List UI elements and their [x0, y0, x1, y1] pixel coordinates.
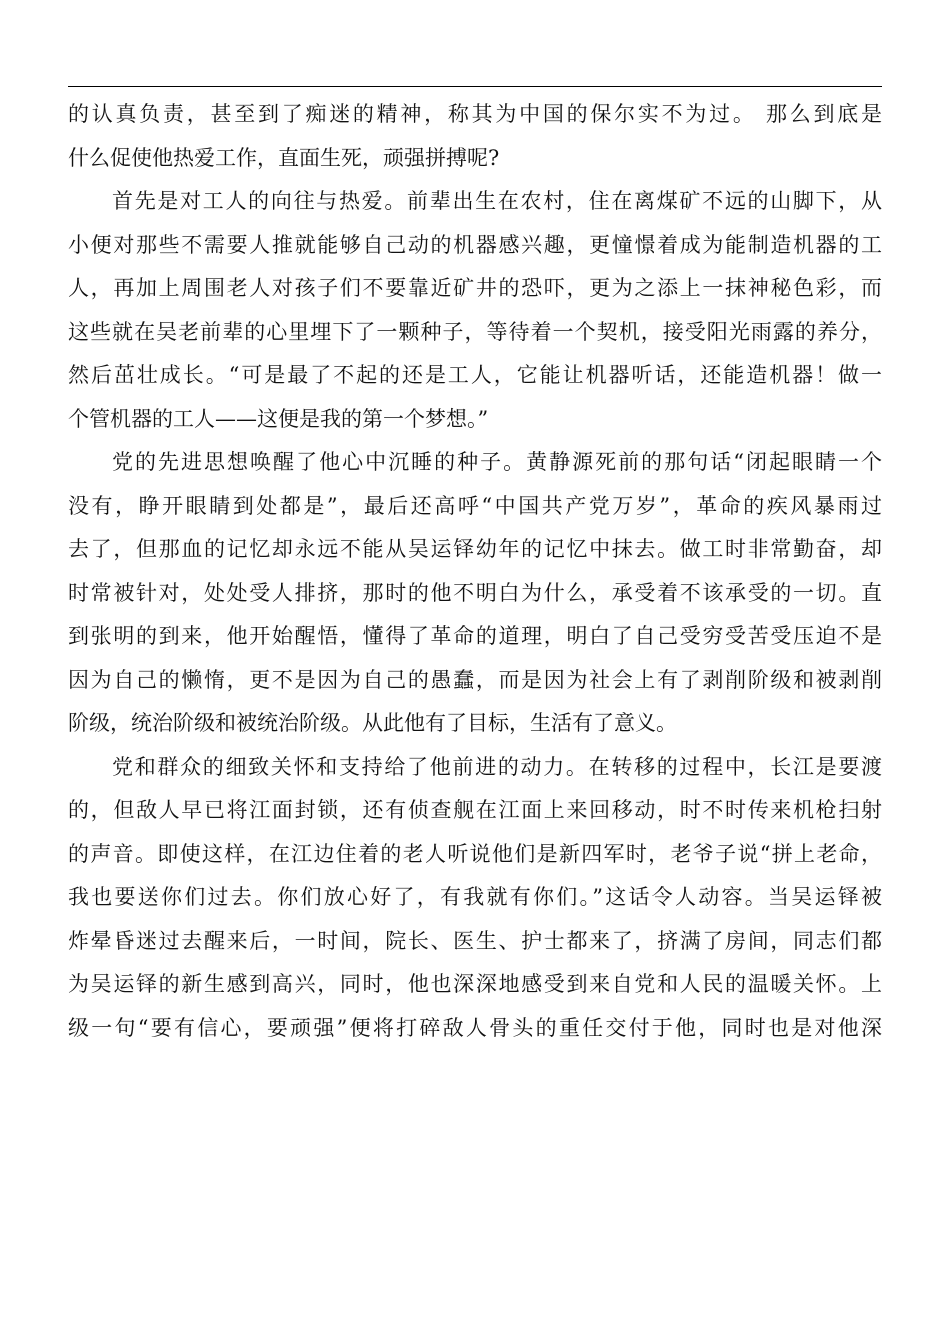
text-line: 的认真负责，甚至到了痴迷的精神，称其为中国的保尔实不为过。 那么到底是 [68, 102, 882, 126]
text-line: 为吴运铎的新生感到高兴，同时，他也深深地感受到来自党和人民的温暖关怀。上 [68, 972, 882, 996]
header-rule [68, 86, 882, 87]
text-line: 去了，但那血的记忆却永远不能从吴运铎幼年的记忆中抹去。做工时非常勤奋，却 [68, 537, 882, 561]
text-line: 阶级，统治阶级和被统治阶级。从此他有了目标，生活有了意义。 [68, 711, 677, 735]
text-line: 然后茁壮成长。“可是最了不起的还是工人，它能让机器听话，还能造机器！做一 [68, 363, 882, 387]
text-line: 人，再加上周围老人对孩子们不要靠近矿井的恐吓，更为之添上一抹神秘色彩，而 [68, 276, 882, 300]
text-line: 这些就在吴老前辈的心里埋下了一颗种子，等待着一个契机，接受阳光雨露的养分， [68, 319, 882, 344]
text-line: 个管机器的工人——这便是我的第一个梦想。” [68, 406, 489, 431]
text-line: 级一句“要有信心，要顽强”便将打碎敌人骨头的重任交付于他，同时也是对他深 [68, 1015, 882, 1040]
body-text [68, 93, 882, 1050]
paragraph-first-line: 党和群众的细致关怀和支持给了他前进的动力。在转移的过程中，长江是要渡 [112, 754, 882, 779]
text-line: 炸晕昏迷过去醒来后，一时间，院长、医生、护士都来了，挤满了房间，同志们都 [68, 928, 882, 953]
text-line: 到张明的到来，他开始醒悟，懂得了革命的道理，明白了自己受穷受苦受压迫不是 [68, 624, 882, 648]
text-line: 的声音。即使这样，在江边住着的老人听说他们是新四军时，老爷子说“拼上老命， [68, 841, 882, 866]
paragraph-first-line: 首先是对工人的向往与热爱。前辈出生在农村，住在离煤矿不远的山脚下，从 [112, 189, 882, 213]
text-line: 时常被针对，处处受人排挤，那时的他不明白为什么，承受着不该承受的一切。直 [68, 580, 882, 605]
text-line: 没有，睁开眼睛到处都是”，最后还高呼“中国共产党万岁”，革命的疾风暴雨过 [68, 493, 882, 518]
text-line: 什么促使他热爱工作，直面生死，顽强拼搏呢? [68, 145, 500, 170]
text-line: 的，但敌人早已将江面封锁，还有侦查舰在江面上来回移动，时不时传来机枪扫射 [68, 798, 882, 822]
text-line: 小便对那些不需要人推就能够自己动的机器感兴趣，更憧憬着成为能制造机器的工 [68, 232, 882, 257]
paragraph-first-line: 党的先进思想唤醒了他心中沉睡的种子。黄静源死前的那句话“闭起眼睛一个 [112, 450, 882, 474]
text-line: 因为自己的懒惰，更不是因为自己的愚蠢，而是因为社会上有了剥削阶级和被剥削 [68, 667, 882, 692]
text-line: 我也要送你们过去。你们放心好了，有我就有你们。”这话令人动容。当吴运铎被 [68, 885, 882, 909]
